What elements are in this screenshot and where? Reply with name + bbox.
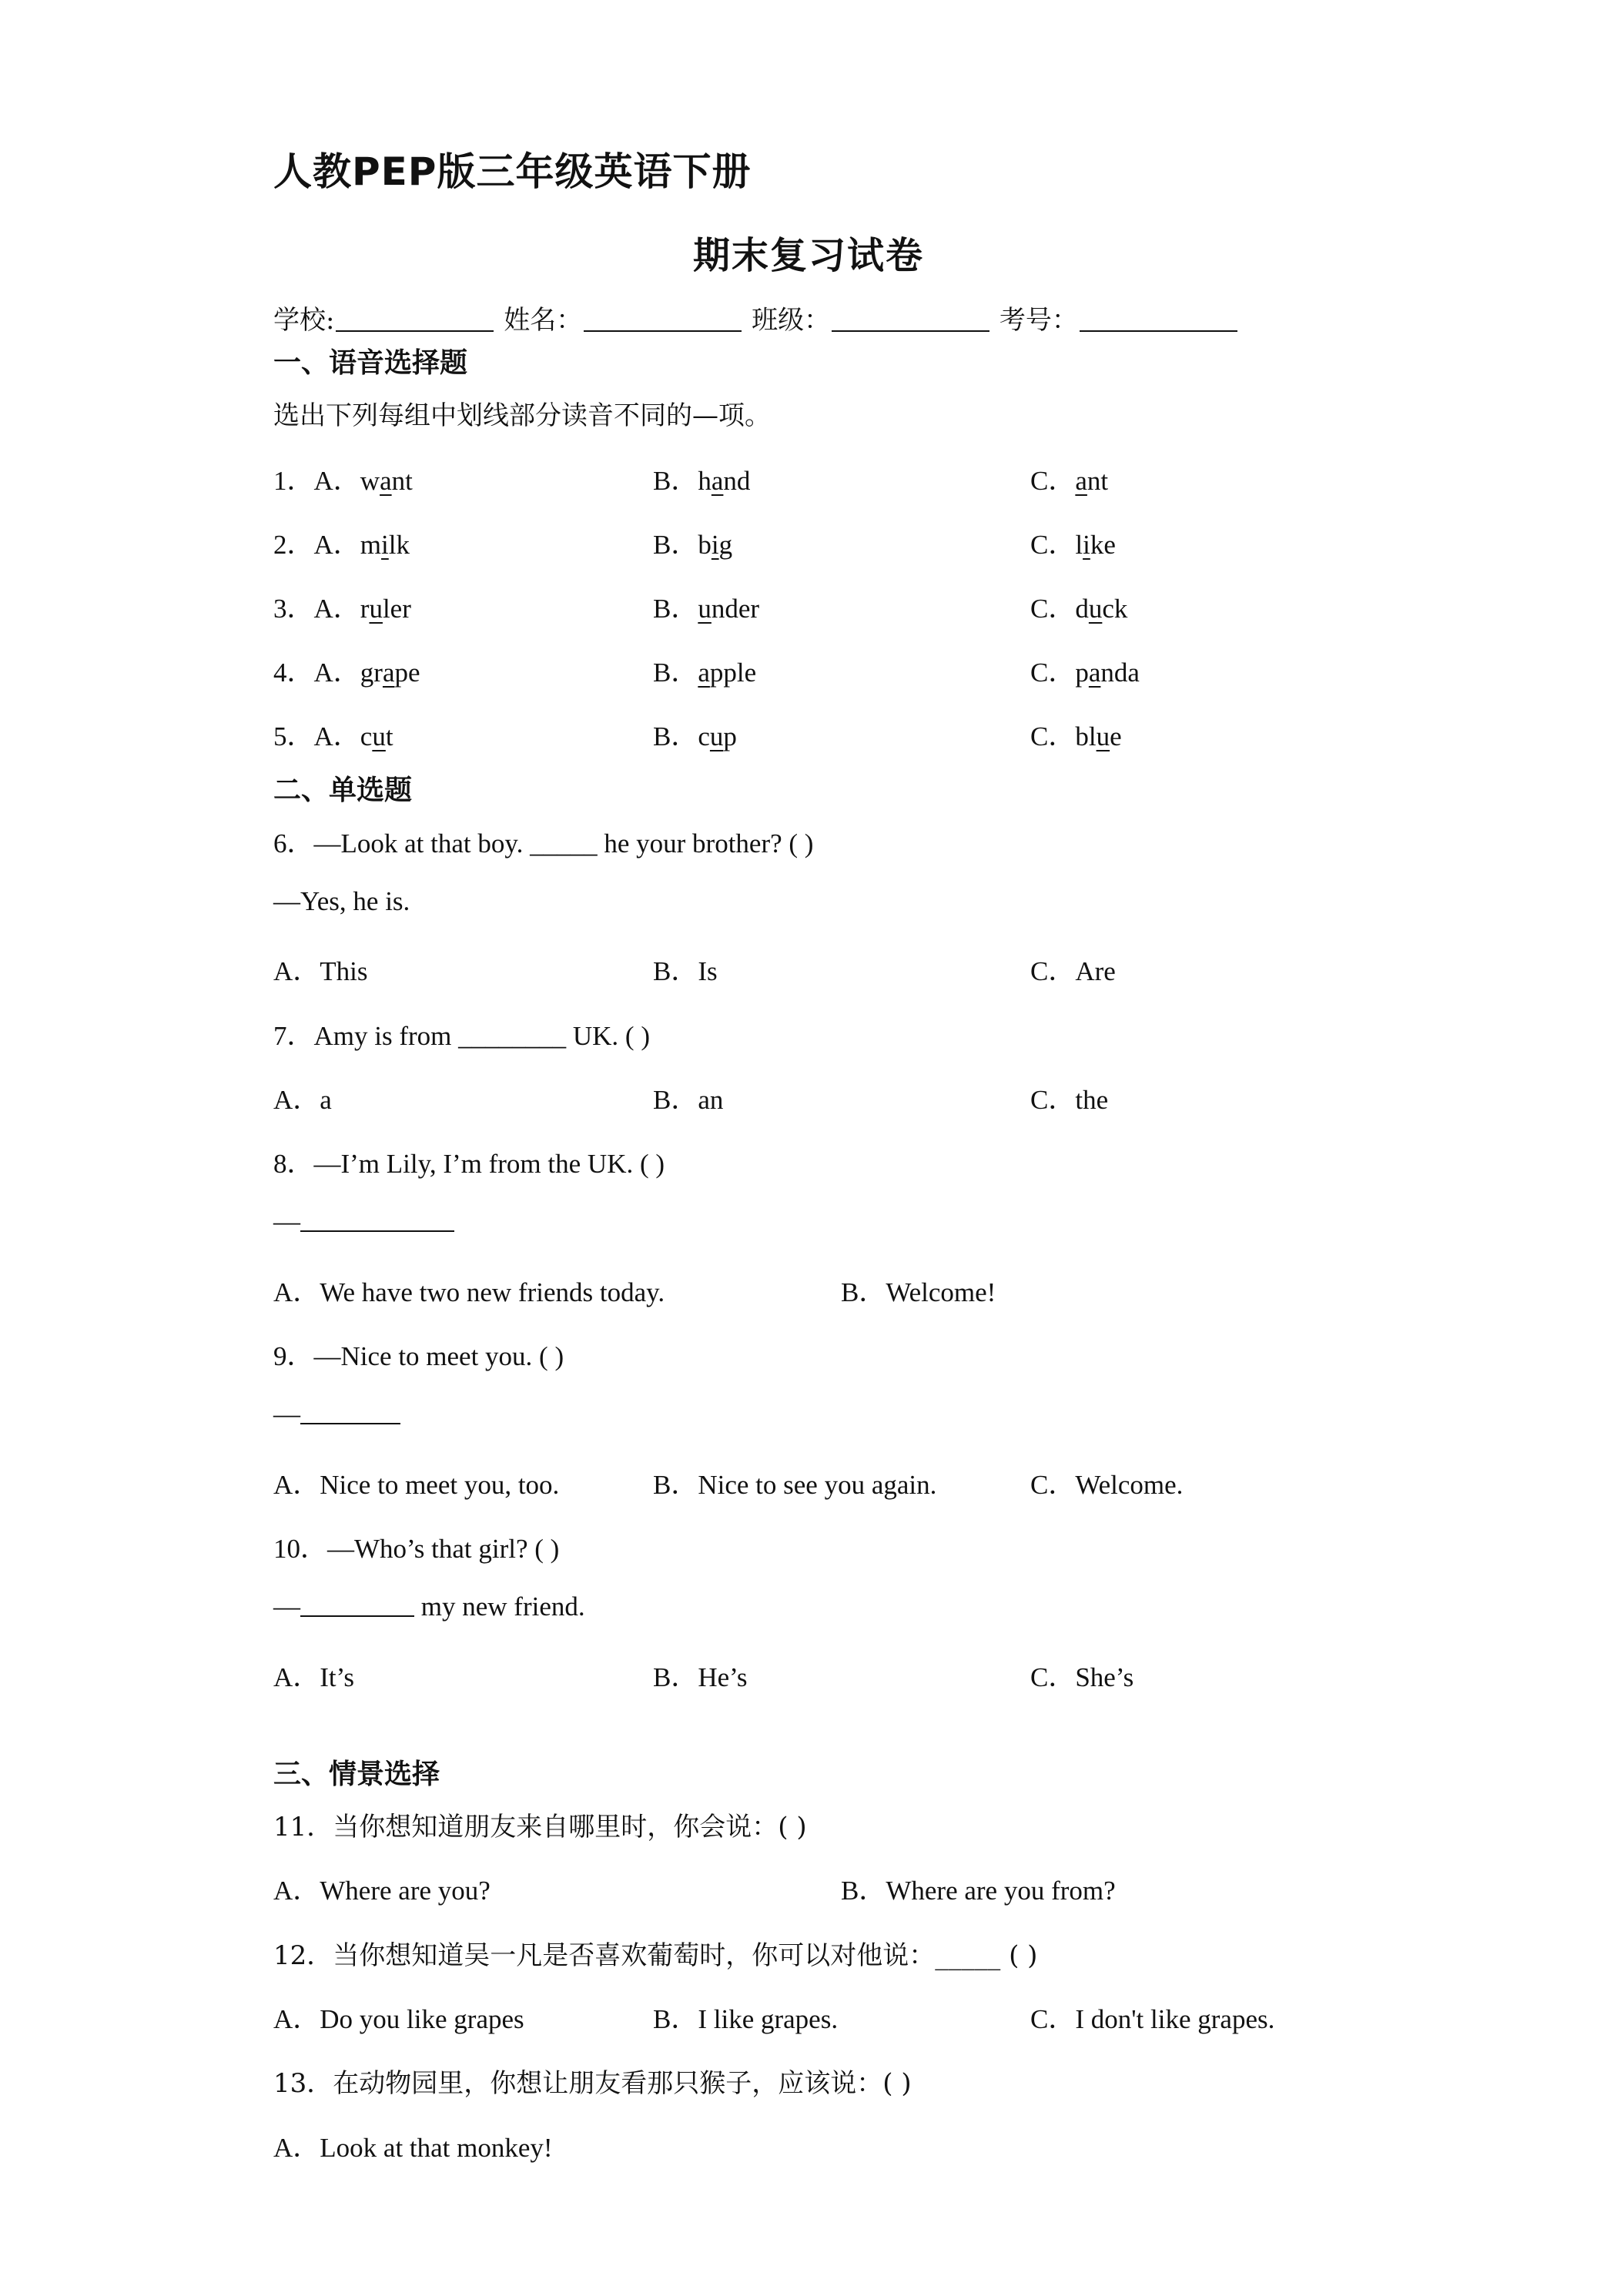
- name-label: 姓名：: [504, 305, 583, 336]
- name-blank: [584, 307, 742, 332]
- question-2-option-b: B．big: [653, 530, 733, 560]
- question-2: 2．A．milk: [273, 530, 410, 560]
- class-blank: [832, 307, 989, 332]
- question-7-stem: 7．Amy is from ________ UK. ( ): [273, 1021, 650, 1051]
- question-8-option-a: A．We have two new friends today.: [273, 1277, 665, 1307]
- question-4-option-b: B．apple: [653, 658, 757, 688]
- question-9-reply: —: [273, 1399, 400, 1430]
- exam-number-label: 考号：: [999, 305, 1078, 336]
- school-blank: [336, 307, 494, 332]
- question-10-option-a: A．It’s: [273, 1662, 355, 1692]
- question-5: 5．A．cut: [273, 721, 393, 751]
- question-6-option-c: C．Are: [1030, 956, 1116, 986]
- exam-number-blank: [1080, 307, 1237, 332]
- question-3-option-b: B．under: [653, 594, 760, 624]
- question-8-stem: 8．—I’m Lily, I’m from the UK. ( ): [273, 1149, 665, 1179]
- question-4: 4．A．grape: [273, 658, 420, 688]
- question-6-option-a: A．This: [273, 956, 368, 986]
- question-1-option-c: C．ant: [1030, 466, 1109, 496]
- question-3: 3．A．ruler: [273, 594, 411, 624]
- exam-title-line2: 期末复习试卷: [693, 234, 925, 277]
- question-2-option-c: C．like: [1030, 530, 1116, 560]
- question-5-option-c: C．blue: [1030, 721, 1122, 751]
- question-10-reply: — my new friend.: [273, 1591, 585, 1622]
- question-11-option-b: B．Where are you from?: [841, 1876, 1116, 1906]
- question-9-option-a: A．Nice to meet you, too.: [273, 1470, 560, 1500]
- question-8-option-b: B．Welcome!: [841, 1277, 996, 1307]
- question-11-stem: 11．当你想知道朋友来自哪里时，你会说：( ): [273, 1812, 807, 1842]
- question-4-option-c: C．panda: [1030, 658, 1140, 688]
- question-11-option-a: A．Where are you?: [273, 1876, 491, 1906]
- question-12-stem: 12．当你想知道吴一凡是否喜欢葡萄时，你可以对他说：_____ ( ): [273, 1940, 1038, 1971]
- question-9-option-b: B．Nice to see you again.: [653, 1470, 937, 1500]
- section1-instruction: 选出下列每组中划线部分读音不同的—项。: [273, 400, 771, 431]
- question-1: 1．A．want: [273, 466, 413, 496]
- class-label: 班级：: [752, 305, 831, 336]
- section1-heading: 一、语音选择题: [273, 347, 468, 379]
- answer-blank: [300, 1594, 414, 1617]
- school-label: 学校:: [273, 305, 335, 336]
- section3-heading: 三、情景选择: [273, 1759, 440, 1790]
- student-info-row: [273, 299, 1239, 336]
- exam-title-line1: 人教PEP版三年级英语下册: [273, 149, 752, 194]
- question-12-option-a: A．Do you like grapes: [273, 2004, 524, 2034]
- question-9-option-c: C．Welcome.: [1030, 1470, 1184, 1500]
- question-5-option-b: B．cup: [653, 721, 737, 751]
- question-10-option-b: B．He’s: [653, 1662, 748, 1692]
- question-6-reply: —Yes, he is.: [273, 886, 410, 916]
- answer-blank: [300, 1209, 454, 1232]
- question-12-option-b: B．I like grapes.: [653, 2004, 839, 2034]
- question-13-stem: 13．在动物园里，你想让朋友看那只猴子，应该说：( ): [273, 2068, 912, 2099]
- question-6-option-b: B．Is: [653, 956, 718, 986]
- question-1-option-b: B．hand: [653, 466, 751, 496]
- question-6-stem: 6．—Look at that boy. _____ he your brother? ( ): [273, 828, 814, 858]
- question-7-option-a: A．a: [273, 1085, 332, 1115]
- question-12-option-c: C．I don't like grapes.: [1030, 2004, 1275, 2034]
- question-7-option-b: B．an: [653, 1085, 724, 1115]
- question-8-reply: —: [273, 1207, 454, 1237]
- question-10-stem: 10．—Who’s that girl? ( ): [273, 1534, 560, 1564]
- question-7-option-c: C．the: [1030, 1085, 1109, 1115]
- question-3-option-c: C．duck: [1030, 594, 1128, 624]
- question-9-stem: 9．—Nice to meet you. ( ): [273, 1341, 564, 1371]
- answer-blank: [300, 1401, 400, 1424]
- question-10-option-c: C．She’s: [1030, 1662, 1134, 1692]
- section2-heading: 二、单选题: [273, 775, 413, 806]
- question-13-option-a: A．Look at that monkey!: [273, 2133, 553, 2163]
